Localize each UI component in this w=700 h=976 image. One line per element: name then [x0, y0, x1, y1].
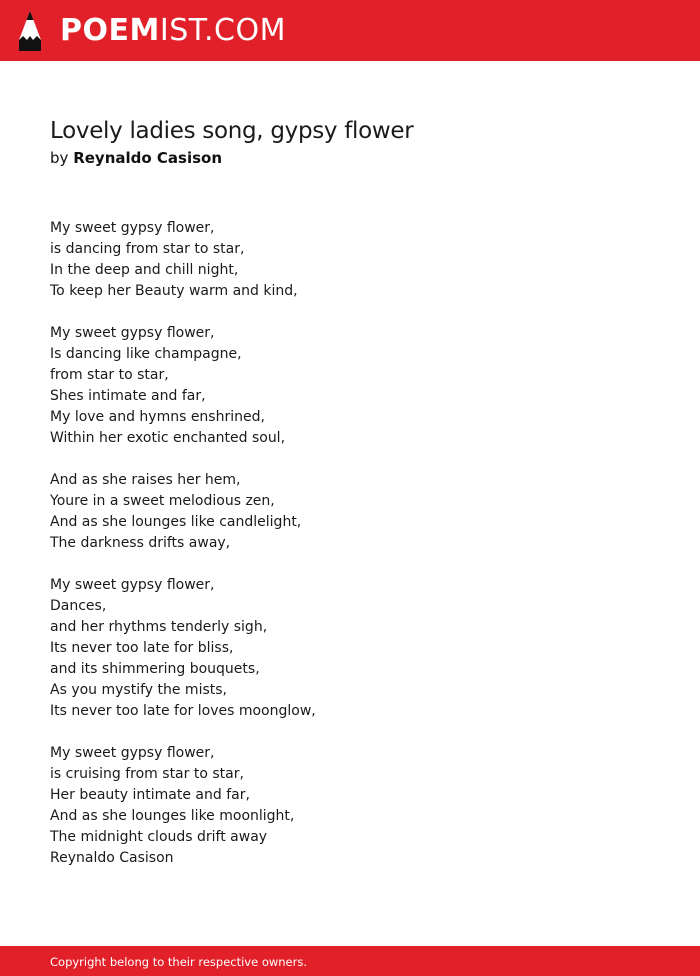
poem-line: My sweet gypsy flower,: [50, 745, 215, 761]
poem-line: is cruising from star to star,: [50, 766, 244, 782]
poem-header: [50, 116, 650, 170]
poem-line: My love and hymns enshrined,: [50, 409, 265, 425]
poem-line: And as she lounges like candlelight,: [50, 514, 302, 530]
poem-line: and her rhythms tenderly sigh,: [50, 619, 268, 635]
poem-line: Its never too late for bliss,: [50, 640, 234, 656]
poem-line: Its never too late for loves moonglow,: [50, 703, 316, 719]
site-logo[interactable]: [18, 9, 286, 53]
poem-line: and its shimmering bouquets,: [50, 661, 260, 677]
poem-line: To keep her Beauty warm and kind,: [50, 283, 298, 299]
poem-line: In the deep and chill night,: [50, 262, 239, 278]
poem-line: The darkness drifts away,: [50, 535, 231, 551]
poem-stanza: [50, 323, 650, 449]
author-name: Reynaldo Casison: [73, 149, 223, 167]
brand-name-light: IST.COM: [159, 13, 286, 48]
poem-stanza: [50, 575, 650, 722]
brand-name: [60, 9, 286, 53]
byline: [50, 146, 650, 170]
poem-line: is dancing from star to star,: [50, 241, 245, 257]
by-label: by: [50, 149, 69, 167]
poem-stanza: [50, 470, 650, 554]
poem-line: And as she raises her hem,: [50, 472, 241, 488]
poem-line: Within her exotic enchanted soul,: [50, 430, 286, 446]
site-footer: [0, 946, 700, 976]
copyright-text: Copyright belong to their respective owners.: [50, 955, 308, 969]
poem-line: Dances,: [50, 598, 107, 614]
pencil-tip-icon: [18, 10, 42, 52]
poem-line: Is dancing like champagne,: [50, 346, 242, 362]
poem-line: Her beauty intimate and far,: [50, 787, 250, 803]
poem-line: My sweet gypsy flower,: [50, 577, 215, 593]
poem-line: My sweet gypsy flower,: [50, 325, 215, 341]
poem-line: My sweet gypsy flower,: [50, 220, 215, 236]
poem-stanza: [50, 218, 650, 302]
poem-line: Reynaldo Casison: [50, 850, 174, 866]
poem-line: As you mystify the mists,: [50, 682, 227, 698]
brand-name-bold: POEM: [60, 13, 160, 48]
poem-line: Shes intimate and far,: [50, 388, 206, 404]
site-header: [0, 0, 700, 61]
poem-line: Youre in a sweet melodious zen,: [50, 493, 275, 509]
poem-body: [50, 218, 650, 890]
poem-stanza: [50, 743, 650, 869]
poem-line: And as she lounges like moonlight,: [50, 808, 295, 824]
poem-title: Lovely ladies song, gypsy flower: [50, 118, 414, 144]
poem-line: from star to star,: [50, 367, 169, 383]
poem-line: The midnight clouds drift away: [50, 829, 268, 845]
